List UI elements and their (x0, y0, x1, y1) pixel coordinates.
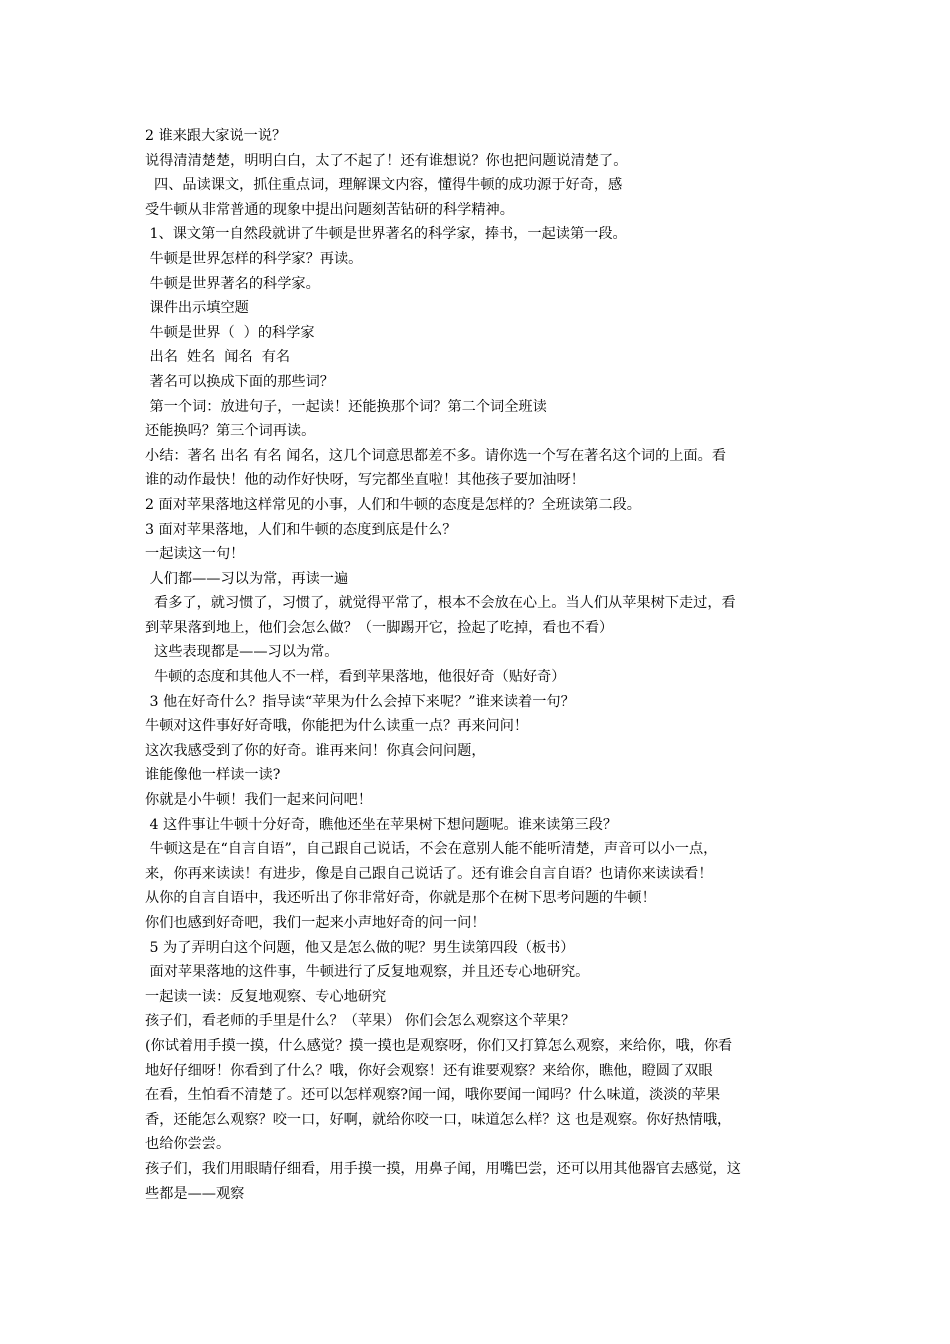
text-line: 1、课文第一自然段就讲了牛顿是世界著名的科学家，捧书，一起读第一段。 (145, 226, 627, 243)
text-line: 出名 姓名 闻名 有名 (145, 349, 291, 366)
text-line: 牛顿是世界怎样的科学家？再读。 (145, 250, 363, 267)
text-line: 3 他在好奇什么？指导读“苹果为什么会掉下来呢？”谁来读着一句？ (145, 693, 575, 710)
text-line: 面对苹果落地的这件事，牛顿进行了反复地观察，并且还专心地研究。 (145, 964, 590, 981)
text-line: 一起读一读：反复地观察、专心地研究 (145, 988, 387, 1005)
text-line: 香，还能怎么观察？咬一口，好啊，就给你咬一口，味道怎么样？这 也是观察。你好热情哦， (145, 1111, 732, 1128)
text-line: 牛顿是世界（ ）的科学家 (145, 324, 315, 341)
text-line: 牛顿对这件事好好奇哦，你能把为什么读重一点？再来问问！ (145, 718, 529, 735)
text-line: 到苹果落到地上，他们会怎么做？（一脚踢开它，捡起了吃掉，看也不看） (145, 619, 614, 636)
text-line: 一起读这一句！ (145, 546, 245, 563)
text-line: 四、品读课文，抓住重点词，理解课文内容，懂得牛顿的成功源于好奇，感 (145, 177, 623, 194)
text-line: 牛顿是世界著名的科学家。 (145, 275, 320, 292)
text-line: 孩子们，我们用眼睛仔细看，用手摸一摸，用鼻子闻，用嘴巴尝，还可以用其他器官去感觉，这 (145, 1160, 741, 1177)
text-line: 受牛顿从非常普通的现象中提出问题刻苦钻研的科学精神。 (145, 201, 514, 218)
text-line: 在看，生怕看不清楚了。还可以怎样观察?闻一闻，哦你要闻一闻吗？什么味道，淡淡的苹果 (145, 1087, 721, 1104)
text-line: 谁能像他一样读一读? (145, 767, 281, 784)
text-line: (你试着用手摸一摸，什么感觉？摸一摸也是观察呀，你们又打算怎么观察，来给你，哦，你看 (145, 1037, 733, 1054)
text-line: 3 面对苹果落地，人们和牛顿的态度到底是什么？ (145, 521, 457, 538)
text-line: 谁的动作最快！他的动作好快呀，写完都坐直啦！其他孩子要加油呀！ (145, 472, 585, 489)
text-line: 你就是小牛顿！我们一起来问问吧！ (145, 792, 373, 809)
text-line: 课件出示填空题 (145, 300, 249, 317)
text-line: 也给你尝尝。 (145, 1136, 231, 1153)
text-line: 牛顿这是在“自言自语”，自己跟自己说话，不会在意别人能不能听清楚，声音可以小一点， (145, 841, 718, 858)
text-line: 5 为了弄明白这个问题，他又是怎么做的呢？男生读第四段（板书） (145, 939, 575, 956)
text-line: 2 面对苹果落地这样常见的小事，人们和牛顿的态度是怎样的？全班读第二段。 (145, 496, 641, 513)
text-line: 著名可以换成下面的那些词？ (145, 373, 334, 390)
text-line: 人们都——习以为常，再读一遍 (145, 570, 349, 587)
text-line: 地好仔细呀！你看到了什么？哦，你好会观察！还有谁要观察？来给你，瞧他，瞪圆了双眼 (145, 1062, 713, 1079)
text-line: 4 这件事让牛顿十分好奇，瞧他还坐在苹果树下想问题呢。谁来读第三段？ (145, 816, 618, 833)
text-line: 还能换吗？第三个词再读。 (145, 423, 316, 440)
text-line: 这些表现都是——习以为常。 (145, 644, 339, 661)
text-line: 小结：著名 出名 有名 闻名，这几个词意思都差不多。请你选一个写在著名这个词的上面。看 (145, 447, 727, 464)
document-body (145, 124, 815, 1206)
text-line: 看多了，就习惯了，习惯了，就觉得平常了，根本不会放在心上。当人们从苹果树下走过，看 (145, 595, 736, 612)
text-line: 牛顿的态度和其他人不一样，看到苹果落地，他很好奇（贴好奇） (145, 669, 566, 686)
text-line: 来，你再来读读！有进步，像是自己跟自己说话了。还有谁会自言自语？也请你来读读看！ (145, 865, 713, 882)
text-line: 这次我感受到了你的好奇。谁再来问！你真会问问题， (145, 742, 486, 759)
text-line: 孩子们，看老师的手里是什么？（苹果） 你们会怎么观察这个苹果？ (145, 1013, 576, 1030)
text-line: 你们也感到好奇吧，我们一起来小声地好奇的问一问！ (145, 915, 486, 931)
text-line: 2 谁来跟大家说一说？ (145, 128, 287, 144)
text-line: 从你的自言自语中，我还听出了你非常好奇，你就是那个在树下思考问题的牛顿！ (145, 890, 656, 907)
text-line: 第一个词：放进句子，一起读！还能换那个词？第二个词全班读 (145, 398, 547, 415)
text-line: 些都是——观察 (145, 1185, 245, 1202)
text-line: 说得清清楚楚，明明白白，太了不起了！还有谁想说？你也把问题说清楚了。 (145, 152, 628, 169)
